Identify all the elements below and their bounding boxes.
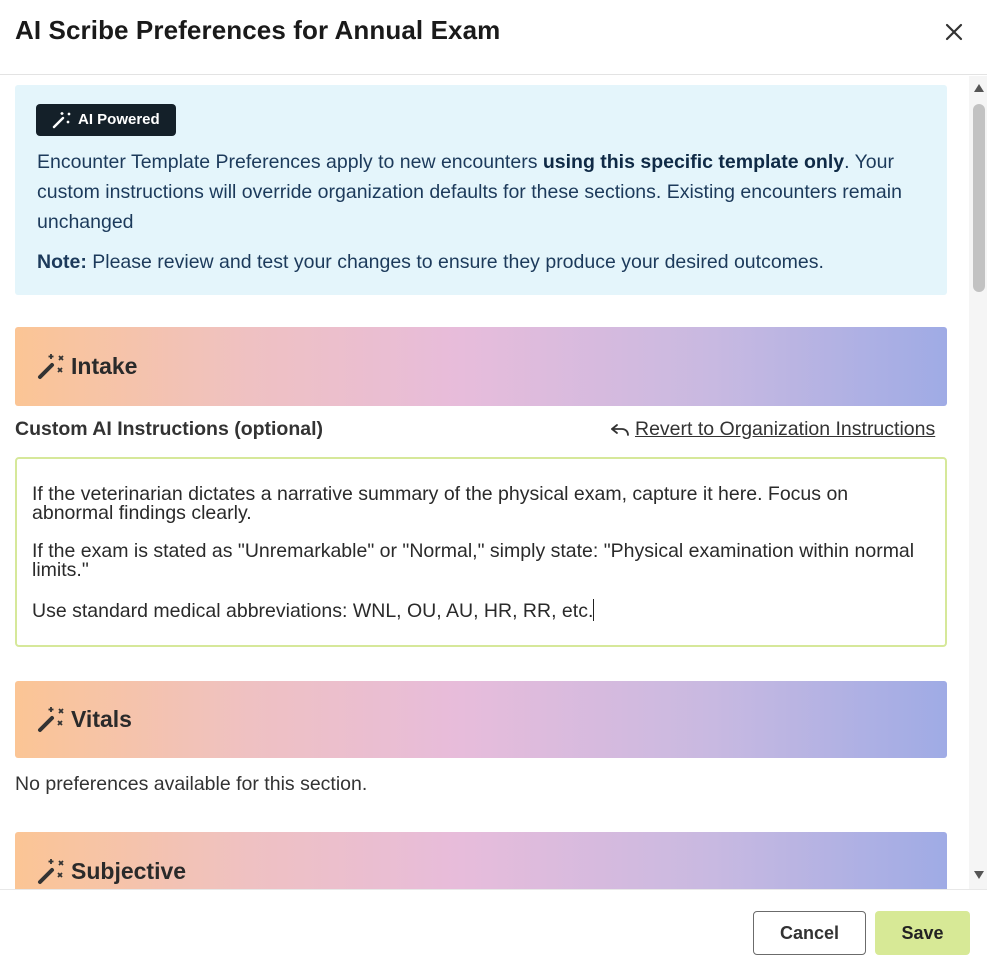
save-button[interactable]: Save: [875, 911, 970, 955]
dialog-header: [0, 0, 987, 75]
instruction-line: If the veterinarian dictates a narrative summary of the physical exam, capture it here. Focus on abnormal findings clearly.: [32, 483, 849, 524]
custom-instructions-label: Custom AI Instructions (optional): [15, 418, 324, 440]
custom-instructions-textarea[interactable]: [15, 457, 947, 647]
revert-label: Revert to Organization Instructions: [635, 418, 936, 440]
section-title-intake: Intake: [71, 353, 138, 379]
instruction-line: Use standard medical abbreviations: WNL, OU, AU, HR, RR, etc.: [32, 600, 594, 622]
dialog-body[interactable]: [0, 76, 987, 889]
close-button[interactable]: [940, 18, 968, 46]
info-emphasis: using this specific template only: [542, 151, 845, 173]
ai-powered-label: AI Powered: [78, 111, 160, 128]
section-header-vitals[interactable]: [15, 681, 947, 758]
instruction-line: If the exam is stated as "Unremarkable" or "Normal," simply state: "Physical examination within normal limits.": [32, 540, 915, 581]
cancel-button[interactable]: Cancel: [753, 911, 866, 955]
magic-wand-icon: [37, 706, 65, 733]
ai-powered-badge: [36, 104, 176, 136]
section-header-intake[interactable]: [15, 327, 947, 406]
scroll-down-arrow-icon[interactable]: [974, 871, 984, 879]
info-note: Note: Please review and test your changes to ensure they produce your desired outcomes.: [37, 251, 824, 273]
section-title-vitals: Vitals: [71, 706, 132, 732]
note-label: Note:: [37, 251, 87, 273]
section-header-subjective[interactable]: [15, 832, 947, 889]
scroll-up-arrow-icon[interactable]: [974, 84, 984, 92]
dialog-footer: [0, 889, 987, 963]
info-panel: [15, 85, 947, 295]
magic-wand-icon: [52, 111, 72, 129]
text-caret: [593, 599, 594, 621]
scrollbar-thumb[interactable]: [973, 104, 985, 292]
dialog-title: AI Scribe Preferences for Annual Exam: [15, 15, 501, 45]
undo-icon: [610, 422, 630, 438]
section-title-subjective: Subjective: [71, 858, 187, 884]
close-icon: [940, 18, 968, 46]
info-description: Encounter Template Preferences apply to new encounters using this specific template only. Your custom instructions will override organization defaults for these sections. Existing encounters remain unchanged: [37, 151, 902, 233]
magic-wand-icon: [37, 858, 65, 885]
magic-wand-icon: [37, 353, 65, 380]
empty-message: No preferences available for this section.: [15, 773, 368, 795]
